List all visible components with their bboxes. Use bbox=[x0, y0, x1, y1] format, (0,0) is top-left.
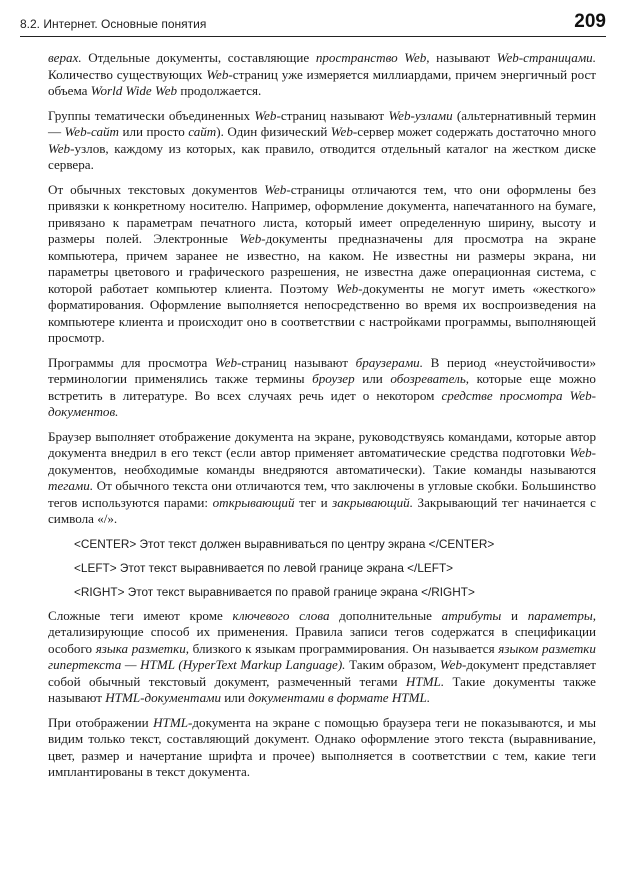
text-run: Закрывающий тег начинается с символа «/». bbox=[48, 494, 596, 526]
italic-run: средстве просмотра Web-документов. bbox=[48, 387, 596, 419]
italic-run: Web-сайт bbox=[64, 124, 119, 139]
text-run: -документ представляет собой обычный текстовый документ, размеченный тегами bbox=[48, 657, 597, 689]
text-run: -документы предназначены для просмотра на экране компьютера, причем заранее не известно, на каком. Не известны ни размеры экрана, ни параметры цветового и графического разрешения, не известна даже операционная система, с которой работает компьютер клиента. Поэтому bbox=[48, 231, 596, 296]
text-run: Сложные теги имеют кроме bbox=[48, 607, 233, 623]
running-header bbox=[20, 6, 606, 37]
italic-run: World Wide Web bbox=[90, 83, 178, 98]
text-run: которые еще можно встретить в литературе. Во всех случаях речь идет о некотором bbox=[48, 371, 596, 403]
text-run: и bbox=[501, 607, 528, 623]
text-run: (альтернативный термин — bbox=[48, 107, 596, 139]
italic-run: сайт bbox=[188, 124, 217, 139]
paragraph bbox=[48, 355, 596, 421]
text-run: -документа на экране с помощью браузера теги не показываются, и мы видим только текст, составляющий документ. Однако оформление этого текста (выравнивание, цвет, размер и начертание шрифта и прочее) выполняется в соответствии с тем, какие теги имплантированы в текст документа. bbox=[48, 714, 596, 779]
text-run: продолжается. bbox=[177, 83, 262, 98]
italic-run: Web bbox=[206, 66, 229, 82]
text-run: -страниц называют bbox=[276, 107, 389, 123]
paragraph bbox=[48, 608, 596, 707]
text-run: Такие документы также называют bbox=[48, 673, 596, 705]
text-run: От обычного текста они отличаются тем, что заключены в угловые скобки. Большинство тегов используются парами: bbox=[48, 478, 596, 510]
italic-run: HTML-документами bbox=[105, 690, 222, 705]
code-example-right: <RIGHT> Этот текст выравнивается по правой границе экрана </RIGHT> bbox=[74, 584, 475, 599]
text-run: дополнительные bbox=[329, 607, 442, 623]
italic-run: Web bbox=[254, 107, 277, 123]
italic-run: тегами. bbox=[48, 478, 94, 493]
text-run: Браузер выполняет отображение документа на экране, руководствуясь командами, которые автор документа внедрил в его текст (если автор применяет автоматические средства подготовки bbox=[48, 428, 596, 460]
italic-run: открывающий bbox=[212, 494, 295, 510]
paragraph bbox=[48, 715, 596, 781]
text-run: От обычных текстовых документов bbox=[48, 181, 265, 197]
italic-run: верах. bbox=[48, 50, 82, 65]
italic-run: Web bbox=[48, 140, 71, 156]
italic-run: браузерами. bbox=[355, 354, 423, 370]
text-run: -страниц уже измеряется миллиардами, причем энергичный рост объема bbox=[48, 66, 596, 98]
text-run: или bbox=[354, 371, 391, 386]
text-run: или просто bbox=[119, 124, 189, 139]
text-run: тег и bbox=[294, 494, 333, 510]
text-run: ). Один физический bbox=[216, 124, 331, 139]
italic-run: документами в формате HTML. bbox=[248, 690, 431, 705]
text-run: -страницы отличаются тем, что они оформлены без привязки к конкретному носителю. Например, оформление документа, напечатанного на бумаге, привязано к параметрам печатного листа, который имеет определенную ширину, высоту и размеры полей. Электронные bbox=[48, 181, 596, 246]
text-run: близкого к языкам программирования. Он называется bbox=[189, 640, 499, 656]
italic-run: Web-страницами. bbox=[496, 50, 596, 65]
paragraph bbox=[48, 108, 596, 174]
italic-run: ключевого слова bbox=[232, 607, 330, 623]
text-run: Количество существующих bbox=[48, 66, 207, 82]
italic-run: Web bbox=[264, 181, 287, 197]
text-run: Программы для просмотра bbox=[48, 354, 215, 370]
italic-run: атрибуты bbox=[441, 607, 502, 623]
italic-run: HTML bbox=[153, 714, 189, 730]
italic-run: пространство Web, bbox=[315, 50, 430, 65]
text-run: В период «неустойчивости» терминологии применялись также термины bbox=[48, 354, 596, 386]
section-title: 8.2. Интернет. Основные понятия bbox=[20, 17, 207, 31]
italic-run: обозреватель, bbox=[390, 371, 470, 386]
text-run: -документы не могут иметь «жесткого» форматирования. Оформление выполняется непосредственно во время их воспроизведения на компьютере клиента и происходит оно в соответствии с настройками программы, выполняющей просмотр. bbox=[48, 280, 596, 345]
body-text bbox=[48, 50, 596, 789]
paragraph bbox=[48, 50, 596, 100]
code-example-center: <CENTER> Этот текст должен выравниваться по центру экрана </CENTER> bbox=[74, 536, 495, 551]
text-run: Группы тематически объединенных bbox=[48, 107, 255, 123]
italic-run: Web bbox=[569, 445, 592, 460]
paragraph bbox=[48, 429, 596, 528]
italic-run: броузер bbox=[312, 371, 355, 386]
italic-run: закрывающий. bbox=[332, 494, 413, 510]
italic-run: Web bbox=[439, 657, 462, 672]
text-run: При отображении bbox=[48, 714, 154, 730]
text-run: -страниц называют bbox=[237, 354, 356, 370]
page-number: 209 bbox=[574, 11, 606, 32]
text-run: Таким образом, bbox=[345, 657, 440, 672]
paragraph bbox=[48, 182, 596, 347]
italic-run: HTML. bbox=[405, 673, 445, 689]
text-run: детализирующие способ их применения. Правила записи тегов содержатся в спецификации особого bbox=[48, 624, 596, 656]
italic-run: языком разметки гипертекста — HTML (HyperText Markup Language). bbox=[48, 640, 596, 672]
text-run: или bbox=[221, 690, 249, 705]
code-example-left: <LEFT> Этот текст выравнивается по левой границе экрана </LEFT> bbox=[74, 560, 454, 575]
text-run: Отдельные документы, составляющие bbox=[81, 50, 316, 65]
italic-run: параметры, bbox=[527, 607, 597, 623]
italic-run: Web bbox=[330, 124, 353, 139]
text-run: -сервер может содержать достаточно много bbox=[352, 124, 596, 139]
italic-run: языка разметки, bbox=[95, 640, 190, 656]
text-run: называют bbox=[429, 50, 497, 65]
italic-run: Web-узлами bbox=[388, 107, 453, 123]
italic-run: Web bbox=[214, 354, 237, 370]
text-run: -документов, необходимые команды внедряются автоматически). Такие команды называются bbox=[48, 445, 596, 477]
italic-run: Web bbox=[336, 280, 359, 296]
text-run: -узлов, каждому из которых, как правило, отводится отдельный каталог на жестком диске сервера. bbox=[48, 140, 596, 172]
italic-run: Web bbox=[239, 231, 262, 246]
